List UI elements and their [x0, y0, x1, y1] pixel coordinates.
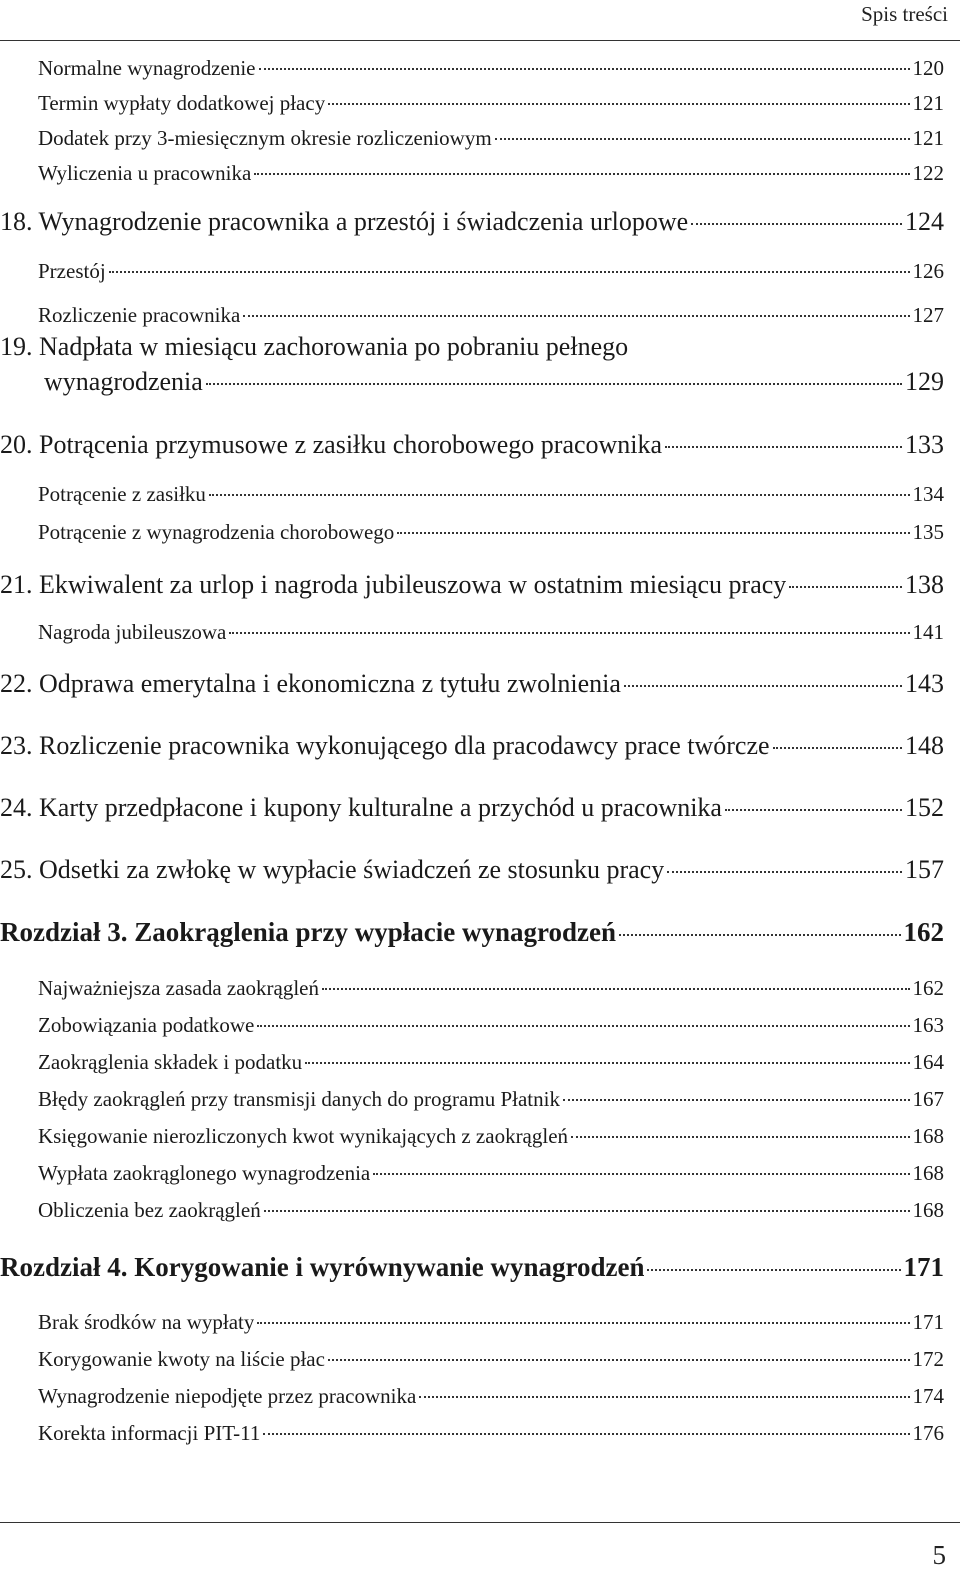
toc-entry-title: 21. Ekwiwalent za urlop i nagroda jubileuszowa w ostatnim miesiącu pracy: [0, 570, 787, 599]
running-header-title: Spis treści: [861, 2, 948, 26]
dot-leader: [495, 138, 910, 140]
toc-entry-page: 138: [905, 570, 944, 599]
toc-entry-page: 172: [912, 1347, 944, 1371]
dot-leader: [563, 1099, 910, 1101]
dot-leader: [667, 871, 902, 873]
dot-leader: [665, 446, 902, 448]
toc-entry-title: 19. Nadpłata w miesiącu zachorowania po pobraniu pełnego: [0, 332, 629, 361]
toc-entry[interactable]: [0, 303, 960, 328]
dot-leader: [206, 383, 902, 385]
dot-leader: [264, 1210, 910, 1212]
toc-entry-title: Nagroda jubileuszowa: [38, 620, 227, 644]
toc-chapter-entry[interactable]: [0, 917, 960, 948]
toc-entry-title: Potrącenie z wynagrodzenia chorobowego: [38, 520, 395, 544]
dot-leader: [263, 1433, 909, 1435]
toc-entry-title: Rozdział 3. Zaokrąglenia przy wypłacie wynagrodzeń: [0, 917, 616, 947]
toc-entry[interactable]: [0, 1310, 960, 1335]
toc-entry-page: 121: [912, 126, 944, 150]
dot-leader: [322, 988, 910, 990]
toc-entry-page: 174: [912, 1384, 944, 1408]
toc-entry-title: 18. Wynagrodzenie pracownika a przestój i świadczenia urlopowe: [0, 207, 689, 236]
toc-section-entry[interactable]: [0, 430, 960, 460]
toc-entry-page: 164: [912, 1050, 944, 1074]
dot-leader: [571, 1136, 909, 1138]
toc-entry-page: 168: [912, 1198, 944, 1222]
toc-entry-title: Wyliczenia u pracownika: [38, 161, 252, 185]
toc-entry-page: 162: [912, 976, 944, 1000]
dot-leader: [229, 632, 909, 634]
dot-leader: [259, 68, 910, 70]
dot-leader: [773, 747, 902, 749]
toc-entry-page: 171: [903, 1252, 944, 1282]
dot-leader: [624, 685, 902, 687]
toc-entry[interactable]: [0, 1161, 960, 1186]
toc-entry-title: Rozdział 4. Korygowanie i wyrównywanie wynagrodzeń: [0, 1252, 645, 1282]
toc-entry-title: Dodatek przy 3-miesięcznym okresie rozliczeniowym: [38, 126, 492, 150]
toc-chapter-entry[interactable]: [0, 1252, 960, 1283]
toc-entry[interactable]: [0, 1384, 960, 1409]
toc-entry-title: Księgowanie nierozliczonych kwot wynikających z zaokrągleń: [38, 1124, 569, 1148]
toc-entry-page: 133: [905, 430, 944, 459]
toc-entry-title: Korekta informacji PIT-11: [38, 1421, 261, 1445]
toc-entry-title: Zobowiązania podatkowe: [38, 1013, 255, 1037]
toc-entry[interactable]: [0, 1347, 960, 1372]
toc-section-entry[interactable]: [0, 207, 960, 237]
toc-entry-title: Brak środków na wypłaty: [38, 1310, 255, 1334]
toc-entry[interactable]: [0, 482, 960, 507]
toc-entry-title: 20. Potrącenia przymusowe z zasiłku chorobowego pracownika: [0, 430, 663, 459]
page-header: [0, 0, 960, 41]
toc-entry-title: wynagrodzenia: [44, 367, 203, 396]
toc-entry[interactable]: [0, 1124, 960, 1149]
toc-entry[interactable]: [0, 620, 960, 645]
toc-entry-page: 157: [905, 855, 944, 884]
toc-entry-title: Błędy zaokrągleń przy transmisji danych do programu Płatnik: [38, 1087, 560, 1111]
toc-entry-title: Najważniejsza zasada zaokrągleń: [38, 976, 319, 1000]
toc-entry-page: 176: [912, 1421, 944, 1445]
toc-entry-page: 171: [912, 1310, 944, 1334]
toc-entry[interactable]: [0, 259, 960, 284]
dot-leader: [257, 1322, 909, 1324]
toc-entry[interactable]: [0, 56, 960, 81]
dot-leader: [109, 271, 910, 273]
dot-leader: [328, 103, 909, 105]
toc-entry-title: Zaokrąglenia składek i podatku: [38, 1050, 303, 1074]
dot-leader: [397, 532, 909, 534]
dot-leader: [328, 1359, 910, 1361]
toc-entry-page: 126: [912, 259, 944, 283]
toc-entry-page: 152: [905, 793, 944, 822]
toc-entry[interactable]: [0, 520, 960, 545]
toc-entry-title: Potrącenie z zasiłku: [38, 482, 206, 506]
toc-entry[interactable]: [0, 1421, 960, 1446]
toc-entry[interactable]: [0, 91, 960, 116]
toc-entry-page: 135: [912, 520, 944, 544]
toc-entry-page: 168: [912, 1161, 944, 1185]
toc-entry-page: 167: [912, 1087, 944, 1111]
dot-leader: [209, 494, 910, 496]
toc-entry-title: Wypłata zaokrąglonego wynagrodzenia: [38, 1161, 371, 1185]
dot-leader: [243, 315, 909, 317]
toc-section-entry-continued[interactable]: [0, 367, 960, 397]
toc-entry-page: 148: [905, 731, 944, 760]
dot-leader: [257, 1025, 909, 1027]
dot-leader: [619, 934, 901, 936]
toc-entry-title: 22. Odprawa emerytalna i ekonomiczna z tytułu zwolnienia: [0, 669, 621, 698]
toc-entry-page: 122: [912, 161, 944, 185]
toc-section-entry[interactable]: [0, 570, 960, 600]
dot-leader: [691, 223, 902, 225]
toc-entry-title: 24. Karty przedpłacone i kupony kulturalne a przychód u pracownika: [0, 793, 722, 822]
toc-entry-title: Termin wypłaty dodatkowej płacy: [38, 91, 326, 115]
dot-leader: [305, 1062, 909, 1064]
toc-entry-page: 168: [912, 1124, 944, 1148]
dot-leader: [647, 1269, 900, 1271]
toc-entry-title: Wynagrodzenie niepodjęte przez pracownika: [38, 1384, 417, 1408]
toc-entry[interactable]: [0, 976, 960, 1001]
toc-entry-page: 120: [912, 56, 944, 80]
toc-entry-title: 23. Rozliczenie pracownika wykonującego dla pracodawcy prace twórcze: [0, 731, 770, 760]
toc-entry-page: 121: [912, 91, 944, 115]
toc-section-entry-first-line[interactable]: [0, 332, 960, 362]
toc-entry[interactable]: [0, 1013, 960, 1038]
dot-leader: [419, 1396, 909, 1398]
toc-entry-title: Normalne wynagrodzenie: [38, 56, 256, 80]
toc-entry[interactable]: [0, 1198, 960, 1223]
toc-entry-page: 127: [912, 303, 944, 327]
toc-section-entry[interactable]: [0, 855, 960, 885]
toc-entry-title: Rozliczenie pracownika: [38, 303, 241, 327]
footer-rule: [0, 1522, 960, 1523]
page-number: 5: [932, 1540, 946, 1570]
dot-leader: [725, 809, 902, 811]
toc-entry-title: Korygowanie kwoty na liście płac: [38, 1347, 325, 1371]
toc-entry[interactable]: [0, 1087, 960, 1112]
toc-entry-page: 163: [912, 1013, 944, 1037]
toc-entry[interactable]: [0, 161, 960, 186]
toc-entry-title: Obliczenia bez zaokrągleń: [38, 1198, 261, 1222]
toc-entry-title: Przestój: [38, 259, 106, 283]
toc-entry-page: 124: [905, 207, 944, 236]
toc-section-entry[interactable]: [0, 731, 960, 761]
toc-entry-title: 25. Odsetki za zwłokę w wypłacie świadczeń ze stosunku pracy: [0, 855, 665, 884]
toc-entry[interactable]: [0, 126, 960, 151]
toc-entry-page: 141: [912, 620, 944, 644]
toc-section-entry[interactable]: [0, 793, 960, 823]
dot-leader: [254, 173, 909, 175]
dot-leader: [373, 1173, 909, 1175]
toc-entry[interactable]: [0, 1050, 960, 1075]
toc-entry-page: 162: [903, 917, 944, 947]
dot-leader: [789, 586, 902, 588]
toc-entry-page: 129: [905, 367, 944, 396]
toc-section-entry[interactable]: [0, 669, 960, 699]
toc-entry-page: 143: [905, 669, 944, 698]
toc-entry-page: 134: [912, 482, 944, 506]
